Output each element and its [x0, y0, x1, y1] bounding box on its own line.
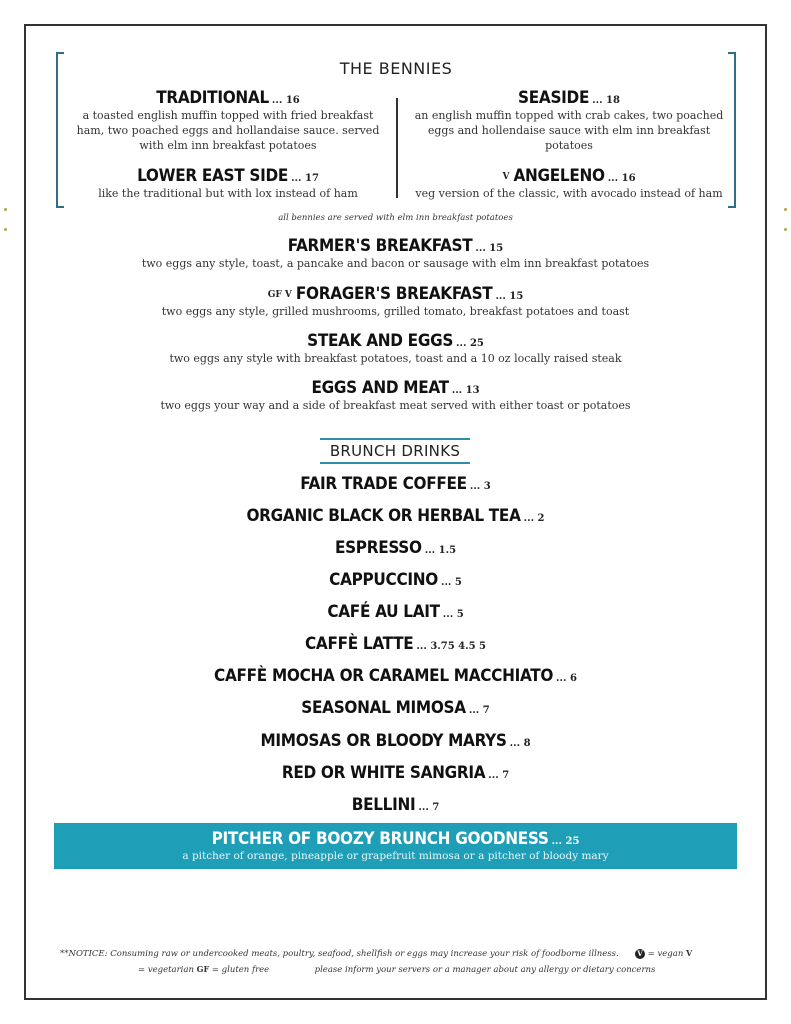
- item-description: two eggs your way and a side of breakfast meat served with either toast or potatoes: [160, 399, 631, 412]
- drink-item: [0, 763, 791, 783]
- item-price: ... 6: [556, 673, 577, 684]
- column-divider: [396, 98, 398, 198]
- item-description: two eggs any style, grilled mushrooms, grilled tomato, breakfast potatoes and toast: [161, 305, 630, 318]
- item-price: ... 15: [475, 243, 504, 254]
- menu-item: [0, 284, 791, 319]
- menu-item: [68, 166, 388, 201]
- item-price: ... 7: [468, 705, 490, 716]
- item-name: FAIR TRADE COFFEE: [300, 474, 467, 494]
- item-name: STEAK AND EGGS: [307, 331, 454, 351]
- item-name: TRADITIONAL: [156, 88, 269, 108]
- drinks-heading: BRUNCH DRINKS: [320, 438, 470, 464]
- item-name: RED OR WHITE SANGRIA: [281, 763, 486, 783]
- dietary-tag: GF V: [267, 290, 292, 300]
- item-name: ESPRESSO: [334, 538, 422, 558]
- menu-item: [414, 166, 724, 201]
- item-name: ORGANIC BLACK OR HERBAL TEA: [246, 506, 521, 526]
- drink-item: [0, 634, 791, 654]
- drink-item: [0, 474, 791, 494]
- item-name: SEASONAL MIMOSA: [301, 698, 466, 718]
- item-price: ... 3: [469, 481, 491, 492]
- item-description: veg version of the classic, with avocado instead of ham: [415, 187, 723, 200]
- item-price: ... 5: [440, 577, 462, 588]
- menu-item: [68, 88, 388, 153]
- item-description: a pitcher of orange, pineapple or grapefruit mimosa or a pitcher of bloody mary: [182, 850, 609, 862]
- item-price: ... 13: [451, 385, 480, 396]
- item-name: CAFFÈ LATTE: [304, 634, 414, 654]
- vegetarian-tag: V: [502, 172, 510, 182]
- drink-item: [0, 731, 791, 751]
- drink-item: [0, 538, 791, 558]
- item-name: CAPPUCCINO: [329, 570, 438, 590]
- bennies-note: all bennies are served with elm inn breakfast potatoes: [278, 213, 513, 223]
- margin-mark: [4, 208, 7, 211]
- featured-drink: [54, 823, 737, 869]
- menu-item: [0, 378, 791, 413]
- drink-item: [0, 698, 791, 718]
- food-safety-notice: [60, 946, 730, 978]
- item-price: ... 16: [271, 95, 300, 106]
- notice-text: **NOTICE: Consuming raw or undercooked meats, poultry, seafood, shellfish or eggs may increase your risk of foodborne illness.: [60, 949, 619, 959]
- item-price: ... 18: [592, 95, 620, 106]
- vegetarian-icon: V: [686, 948, 693, 958]
- item-price: ... 7: [418, 802, 440, 813]
- drink-item: [0, 602, 791, 622]
- item-price: ... 25: [551, 836, 580, 847]
- vegan-legend: = vegan: [644, 949, 684, 959]
- item-name: ANGELENO: [513, 166, 605, 186]
- item-price: ... 8: [509, 738, 531, 749]
- menu-item: [0, 236, 791, 271]
- margin-mark: [784, 228, 787, 231]
- item-name: FORAGER'S BREAKFAST: [295, 284, 493, 304]
- item-price: ... 25: [456, 338, 484, 349]
- item-name: PITCHER OF BOOZY BRUNCH GOODNESS: [211, 829, 549, 849]
- item-name: CAFÉ AU LAIT: [327, 602, 440, 622]
- item-price: ... 3.75 4.5 5: [416, 641, 486, 652]
- item-price: ... 2: [523, 513, 545, 524]
- bennies-section: [56, 52, 736, 210]
- item-name: LOWER EAST SIDE: [137, 166, 289, 186]
- item-name: BELLINI: [351, 795, 416, 815]
- item-name: EGGS AND MEAT: [311, 378, 449, 398]
- item-description: two eggs any style, toast, a pancake and bacon or sausage with elm inn breakfast potatoes: [141, 257, 650, 270]
- item-description: a toasted english muffin topped with fried breakfast ham, two poached eggs and hollandaise sauce. served with elm inn breakfast potatoes: [76, 109, 380, 152]
- item-price: ... 1.5: [424, 545, 457, 556]
- drink-item: [0, 506, 791, 526]
- drink-item: [0, 666, 791, 686]
- item-name: MIMOSAS OR BLOODY MARYS: [260, 731, 507, 751]
- item-description: two eggs any style with breakfast potatoes, toast and a 10 oz locally raised steak: [169, 352, 622, 365]
- item-price: ... 5: [442, 609, 464, 620]
- gluten-free-legend: = gluten free: [209, 965, 270, 975]
- margin-mark: [4, 228, 7, 231]
- item-description: like the traditional but with lox instead of ham: [98, 187, 358, 200]
- margin-mark: [784, 208, 787, 211]
- item-price: ... 17: [291, 173, 319, 184]
- item-name: SEASIDE: [518, 88, 590, 108]
- drink-item: [0, 795, 791, 815]
- vegetarian-legend: = vegetarian: [138, 965, 194, 975]
- menu-item: [414, 88, 724, 153]
- section-title: THE BENNIES: [339, 59, 453, 78]
- item-name: CAFFÈ MOCHA OR CARAMEL MACCHIATO: [214, 666, 554, 686]
- item-price: ... 16: [607, 173, 636, 184]
- item-price: ... 7: [488, 770, 510, 781]
- vegan-icon: V: [635, 949, 645, 959]
- gluten-free-icon: GF: [196, 964, 210, 974]
- allergy-notice: please inform your servers or a manager about any allergy or dietary concerns: [314, 965, 656, 975]
- item-name: FARMER'S BREAKFAST: [287, 236, 473, 256]
- item-description: an english muffin topped with crab cakes, two poached eggs and hollendaise sauce with elm inn breakfast potatoes: [414, 109, 724, 152]
- menu-item: [0, 331, 791, 366]
- item-price: ... 15: [495, 291, 524, 302]
- drink-item: [0, 570, 791, 590]
